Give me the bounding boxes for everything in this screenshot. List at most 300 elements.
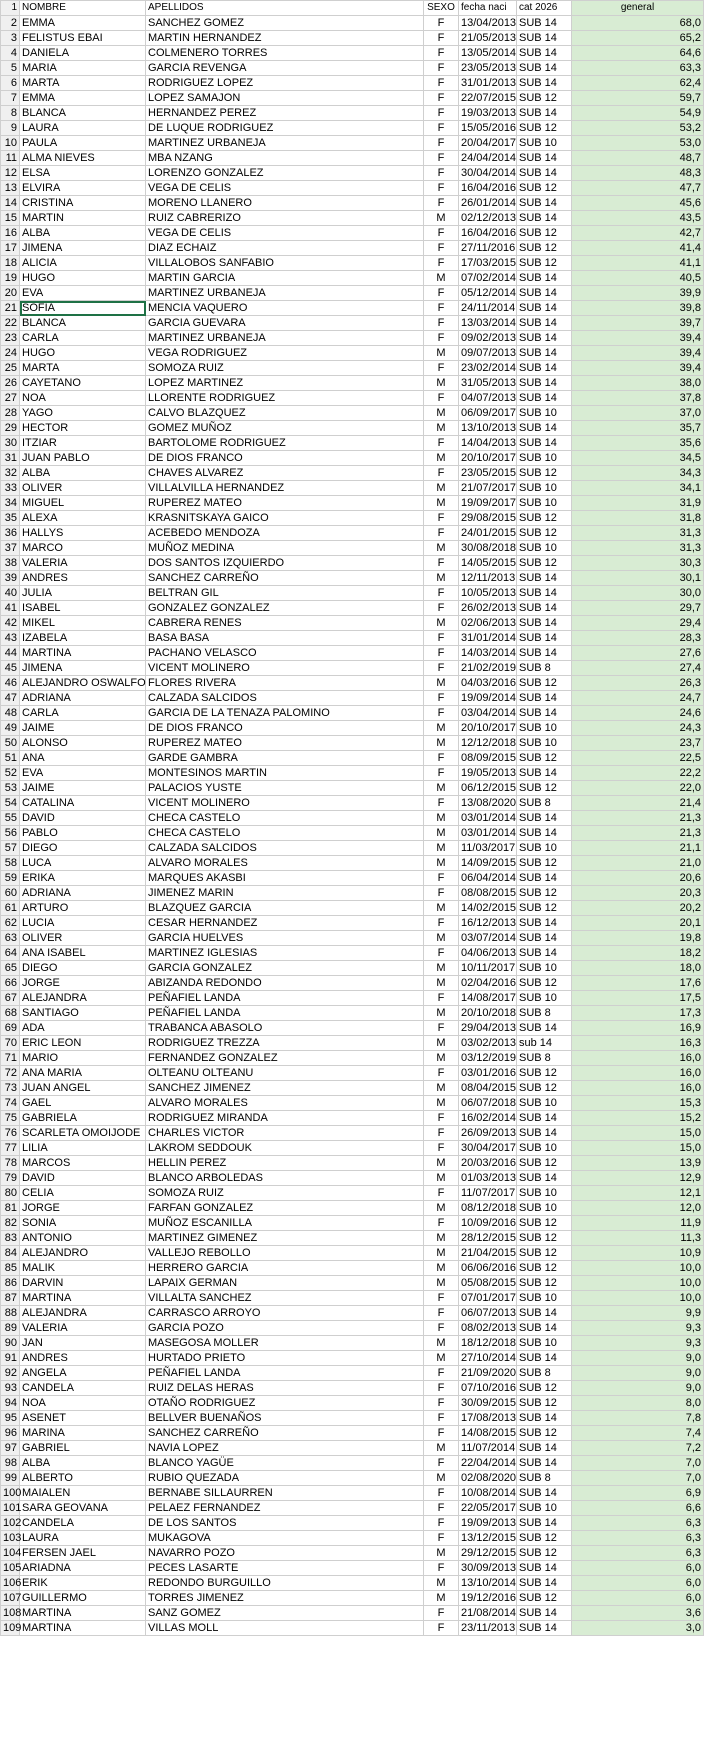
cell-apellidos[interactable]: GARCIA REVENGA xyxy=(146,61,424,76)
cell-fecha[interactable]: 17/08/2013 xyxy=(459,1411,517,1426)
cell-fecha[interactable]: 24/01/2015 xyxy=(459,526,517,541)
cell-general[interactable]: 9,0 xyxy=(572,1351,704,1366)
cell-fecha[interactable]: 06/06/2016 xyxy=(459,1261,517,1276)
cell-cat[interactable]: sub 14 xyxy=(517,1036,572,1051)
cell-sexo[interactable]: M xyxy=(424,451,459,466)
cell-apellidos[interactable]: GARCIA GONZALEZ xyxy=(146,961,424,976)
cell-cat[interactable]: SUB 12 xyxy=(517,781,572,796)
cell-fecha[interactable]: 07/10/2016 xyxy=(459,1381,517,1396)
cell-fecha[interactable]: 20/10/2017 xyxy=(459,451,517,466)
cell-general[interactable]: 42,7 xyxy=(572,226,704,241)
cell-fecha[interactable]: 19/12/2016 xyxy=(459,1591,517,1606)
cell-fecha[interactable]: 10/08/2014 xyxy=(459,1486,517,1501)
row-number[interactable]: 98 xyxy=(1,1456,20,1471)
cell-nombre[interactable]: MARTA xyxy=(20,76,146,91)
cell-cat[interactable]: SUB 12 xyxy=(517,676,572,691)
cell-nombre[interactable]: GABRIELA xyxy=(20,1111,146,1126)
cell-nombre[interactable]: MARTINA xyxy=(20,1621,146,1636)
cell-nombre[interactable]: ANA xyxy=(20,751,146,766)
cell-general[interactable]: 37,8 xyxy=(572,391,704,406)
cell-fecha[interactable]: 03/02/2013 xyxy=(459,1036,517,1051)
cell-nombre[interactable]: SANTIAGO xyxy=(20,1006,146,1021)
cell-general[interactable]: 41,4 xyxy=(572,241,704,256)
cell-nombre[interactable]: ANA MARIA xyxy=(20,1066,146,1081)
cell-nombre[interactable]: PAULA xyxy=(20,136,146,151)
cell-nombre[interactable]: ALEJANDRA xyxy=(20,1306,146,1321)
cell-nombre[interactable]: GAEL xyxy=(20,1096,146,1111)
cell-cat[interactable]: SUB 14 xyxy=(517,931,572,946)
cell-sexo[interactable]: M xyxy=(424,676,459,691)
cell-apellidos[interactable]: ACEBEDO MENDOZA xyxy=(146,526,424,541)
cell-sexo[interactable]: M xyxy=(424,376,459,391)
cell-nombre[interactable]: HECTOR xyxy=(20,421,146,436)
cell-apellidos[interactable]: GARCIA HUELVES xyxy=(146,931,424,946)
cell-apellidos[interactable]: BERNABE SILLAURREN xyxy=(146,1486,424,1501)
cell-general[interactable]: 18,0 xyxy=(572,961,704,976)
cell-nombre[interactable]: PABLO xyxy=(20,826,146,841)
cell-apellidos[interactable]: OTAÑO RODRIGUEZ xyxy=(146,1396,424,1411)
cell-fecha[interactable]: 14/04/2013 xyxy=(459,436,517,451)
row-number[interactable]: 19 xyxy=(1,271,20,286)
cell-general[interactable]: 21,3 xyxy=(572,826,704,841)
cell-cat[interactable]: SUB 14 xyxy=(517,1606,572,1621)
cell-nombre[interactable]: VALERIA xyxy=(20,1321,146,1336)
cell-sexo[interactable]: F xyxy=(424,316,459,331)
cell-sexo[interactable]: M xyxy=(424,1096,459,1111)
row-number[interactable]: 37 xyxy=(1,541,20,556)
cell-nombre[interactable]: JIMENA xyxy=(20,661,146,676)
cell-sexo[interactable]: F xyxy=(424,1456,459,1471)
cell-sexo[interactable]: F xyxy=(424,1321,459,1336)
cell-fecha[interactable]: 26/01/2014 xyxy=(459,196,517,211)
cell-sexo[interactable]: F xyxy=(424,16,459,31)
cell-nombre[interactable]: ALONSO xyxy=(20,736,146,751)
column-header-apellidos[interactable]: APELLIDOS xyxy=(146,1,424,16)
cell-general[interactable]: 20,1 xyxy=(572,916,704,931)
row-number[interactable]: 76 xyxy=(1,1126,20,1141)
cell-nombre[interactable]: HALLYS xyxy=(20,526,146,541)
cell-cat[interactable]: SUB 12 xyxy=(517,856,572,871)
cell-cat[interactable]: SUB 12 xyxy=(517,1246,572,1261)
cell-cat[interactable]: SUB 14 xyxy=(517,271,572,286)
row-number[interactable]: 87 xyxy=(1,1291,20,1306)
cell-nombre[interactable]: EMMA xyxy=(20,16,146,31)
cell-apellidos[interactable]: DE LOS SANTOS xyxy=(146,1516,424,1531)
cell-apellidos[interactable]: MENCIA VAQUERO xyxy=(146,301,424,316)
cell-nombre[interactable]: DAVID xyxy=(20,1171,146,1186)
cell-fecha[interactable]: 17/03/2015 xyxy=(459,256,517,271)
cell-nombre[interactable]: CARLA xyxy=(20,706,146,721)
cell-nombre[interactable]: ELSA xyxy=(20,166,146,181)
cell-general[interactable]: 21,1 xyxy=(572,841,704,856)
cell-apellidos[interactable]: GARCIA DE LA TENAZA PALOMINO xyxy=(146,706,424,721)
cell-apellidos[interactable]: GARDE GAMBRA xyxy=(146,751,424,766)
cell-cat[interactable]: SUB 14 xyxy=(517,646,572,661)
cell-fecha[interactable]: 26/02/2013 xyxy=(459,601,517,616)
row-number[interactable]: 46 xyxy=(1,676,20,691)
cell-sexo[interactable]: M xyxy=(424,1081,459,1096)
cell-cat[interactable]: SUB 10 xyxy=(517,481,572,496)
cell-fecha[interactable]: 09/07/2013 xyxy=(459,346,517,361)
cell-apellidos[interactable]: JIMENEZ MARIN xyxy=(146,886,424,901)
cell-nombre[interactable]: MARTINA xyxy=(20,1606,146,1621)
cell-cat[interactable]: SUB 14 xyxy=(517,1126,572,1141)
cell-nombre[interactable]: OLIVER xyxy=(20,931,146,946)
cell-fecha[interactable]: 16/02/2014 xyxy=(459,1111,517,1126)
cell-nombre[interactable]: ALEXA xyxy=(20,511,146,526)
row-number[interactable]: 28 xyxy=(1,406,20,421)
cell-sexo[interactable]: M xyxy=(424,346,459,361)
cell-fecha[interactable]: 06/07/2013 xyxy=(459,1306,517,1321)
cell-fecha[interactable]: 29/12/2015 xyxy=(459,1546,517,1561)
cell-nombre[interactable]: GUILLERMO xyxy=(20,1591,146,1606)
cell-general[interactable]: 39,8 xyxy=(572,301,704,316)
cell-apellidos[interactable]: DIAZ ECHAIZ xyxy=(146,241,424,256)
cell-sexo[interactable]: F xyxy=(424,1426,459,1441)
cell-apellidos[interactable]: SOMOZA RUIZ xyxy=(146,1186,424,1201)
cell-cat[interactable]: SUB 8 xyxy=(517,1471,572,1486)
cell-fecha[interactable]: 05/12/2014 xyxy=(459,286,517,301)
row-number[interactable]: 26 xyxy=(1,376,20,391)
cell-apellidos[interactable]: SANCHEZ CARREÑO xyxy=(146,1426,424,1441)
cell-fecha[interactable]: 12/11/2013 xyxy=(459,571,517,586)
row-number[interactable]: 8 xyxy=(1,106,20,121)
cell-sexo[interactable]: F xyxy=(424,601,459,616)
cell-general[interactable]: 47,7 xyxy=(572,181,704,196)
cell-cat[interactable]: SUB 14 xyxy=(517,1111,572,1126)
row-number[interactable]: 56 xyxy=(1,826,20,841)
cell-general[interactable]: 62,4 xyxy=(572,76,704,91)
row-number[interactable]: 70 xyxy=(1,1036,20,1051)
row-number[interactable]: 94 xyxy=(1,1396,20,1411)
cell-general[interactable]: 17,6 xyxy=(572,976,704,991)
cell-cat[interactable]: SUB 10 xyxy=(517,1141,572,1156)
cell-apellidos[interactable]: CARRASCO ARROYO xyxy=(146,1306,424,1321)
cell-cat[interactable]: SUB 10 xyxy=(517,1201,572,1216)
cell-fecha[interactable]: 22/04/2014 xyxy=(459,1456,517,1471)
cell-cat[interactable]: SUB 10 xyxy=(517,1186,572,1201)
cell-cat[interactable]: SUB 14 xyxy=(517,811,572,826)
row-number[interactable]: 20 xyxy=(1,286,20,301)
cell-cat[interactable]: SUB 14 xyxy=(517,826,572,841)
cell-apellidos[interactable]: MBA NZANG xyxy=(146,151,424,166)
cell-general[interactable]: 48,3 xyxy=(572,166,704,181)
row-number[interactable]: 102 xyxy=(1,1516,20,1531)
cell-fecha[interactable]: 14/05/2015 xyxy=(459,556,517,571)
row-number[interactable]: 60 xyxy=(1,886,20,901)
row-number[interactable]: 4 xyxy=(1,46,20,61)
cell-fecha[interactable]: 28/12/2015 xyxy=(459,1231,517,1246)
cell-cat[interactable]: SUB 12 xyxy=(517,241,572,256)
cell-fecha[interactable]: 10/05/2013 xyxy=(459,586,517,601)
cell-nombre[interactable]: MAIALEN xyxy=(20,1486,146,1501)
cell-sexo[interactable]: M xyxy=(424,1201,459,1216)
cell-nombre[interactable]: CRISTINA xyxy=(20,196,146,211)
cell-general[interactable]: 13,9 xyxy=(572,1156,704,1171)
cell-nombre[interactable]: ALBERTO xyxy=(20,1471,146,1486)
cell-apellidos[interactable]: RODRIGUEZ LOPEZ xyxy=(146,76,424,91)
cell-sexo[interactable]: F xyxy=(424,1141,459,1156)
cell-sexo[interactable]: F xyxy=(424,766,459,781)
cell-fecha[interactable]: 02/08/2020 xyxy=(459,1471,517,1486)
cell-cat[interactable]: SUB 8 xyxy=(517,661,572,676)
cell-apellidos[interactable]: RUIZ DELAS HERAS xyxy=(146,1381,424,1396)
cell-fecha[interactable]: 21/04/2015 xyxy=(459,1246,517,1261)
cell-sexo[interactable]: F xyxy=(424,796,459,811)
row-number[interactable]: 69 xyxy=(1,1021,20,1036)
cell-apellidos[interactable]: RUBIO QUEZADA xyxy=(146,1471,424,1486)
cell-general[interactable]: 24,7 xyxy=(572,691,704,706)
cell-sexo[interactable]: M xyxy=(424,421,459,436)
row-number[interactable]: 42 xyxy=(1,616,20,631)
cell-apellidos[interactable]: HERNANDEZ PEREZ xyxy=(146,106,424,121)
cell-cat[interactable]: SUB 14 xyxy=(517,1561,572,1576)
cell-fecha[interactable]: 09/02/2013 xyxy=(459,331,517,346)
cell-apellidos[interactable]: MASEGOSA MOLLER xyxy=(146,1336,424,1351)
cell-apellidos[interactable]: CHECA CASTELO xyxy=(146,826,424,841)
cell-nombre[interactable]: NOA xyxy=(20,391,146,406)
cell-general[interactable]: 64,6 xyxy=(572,46,704,61)
cell-cat[interactable]: SUB 14 xyxy=(517,286,572,301)
cell-cat[interactable]: SUB 12 xyxy=(517,91,572,106)
cell-sexo[interactable]: M xyxy=(424,976,459,991)
row-number[interactable]: 3 xyxy=(1,31,20,46)
row-number[interactable]: 64 xyxy=(1,946,20,961)
cell-sexo[interactable]: F xyxy=(424,466,459,481)
cell-general[interactable]: 65,2 xyxy=(572,31,704,46)
row-number[interactable]: 35 xyxy=(1,511,20,526)
cell-cat[interactable]: SUB 14 xyxy=(517,1321,572,1336)
cell-fecha[interactable]: 04/07/2013 xyxy=(459,391,517,406)
cell-general[interactable]: 23,7 xyxy=(572,736,704,751)
cell-general[interactable]: 7,2 xyxy=(572,1441,704,1456)
cell-fecha[interactable]: 20/04/2017 xyxy=(459,136,517,151)
row-number[interactable]: 73 xyxy=(1,1081,20,1096)
cell-cat[interactable]: SUB 12 xyxy=(517,886,572,901)
cell-apellidos[interactable]: KRASNITSKAYA GAICO xyxy=(146,511,424,526)
cell-general[interactable]: 12,9 xyxy=(572,1171,704,1186)
row-number[interactable]: 41 xyxy=(1,601,20,616)
cell-cat[interactable]: SUB 12 xyxy=(517,526,572,541)
row-number[interactable]: 7 xyxy=(1,91,20,106)
row-number[interactable]: 27 xyxy=(1,391,20,406)
cell-apellidos[interactable]: RUPEREZ MATEO xyxy=(146,496,424,511)
cell-fecha[interactable]: 21/02/2019 xyxy=(459,661,517,676)
cell-cat[interactable]: SUB 14 xyxy=(517,31,572,46)
row-number[interactable]: 78 xyxy=(1,1156,20,1171)
row-number[interactable]: 40 xyxy=(1,586,20,601)
cell-sexo[interactable]: M xyxy=(424,1546,459,1561)
cell-sexo[interactable]: M xyxy=(424,1591,459,1606)
cell-general[interactable]: 15,2 xyxy=(572,1111,704,1126)
row-number[interactable]: 23 xyxy=(1,331,20,346)
cell-fecha[interactable]: 14/02/2015 xyxy=(459,901,517,916)
cell-nombre[interactable]: MARTIN xyxy=(20,211,146,226)
cell-fecha[interactable]: 04/06/2013 xyxy=(459,946,517,961)
cell-cat[interactable]: SUB 8 xyxy=(517,1051,572,1066)
cell-nombre[interactable]: ALICIA xyxy=(20,256,146,271)
cell-apellidos[interactable]: RODRIGUEZ MIRANDA xyxy=(146,1111,424,1126)
cell-fecha[interactable]: 30/04/2014 xyxy=(459,166,517,181)
cell-fecha[interactable]: 13/05/2014 xyxy=(459,46,517,61)
cell-general[interactable]: 48,7 xyxy=(572,151,704,166)
cell-cat[interactable]: SUB 12 xyxy=(517,466,572,481)
cell-general[interactable]: 3,6 xyxy=(572,1606,704,1621)
cell-sexo[interactable]: F xyxy=(424,1186,459,1201)
cell-fecha[interactable]: 18/12/2018 xyxy=(459,1336,517,1351)
cell-general[interactable]: 7,8 xyxy=(572,1411,704,1426)
cell-cat[interactable]: SUB 14 xyxy=(517,1576,572,1591)
cell-general[interactable]: 24,6 xyxy=(572,706,704,721)
cell-general[interactable]: 6,9 xyxy=(572,1486,704,1501)
cell-nombre[interactable]: LAURA xyxy=(20,1531,146,1546)
cell-sexo[interactable]: M xyxy=(424,1006,459,1021)
row-number[interactable]: 14 xyxy=(1,196,20,211)
cell-sexo[interactable]: F xyxy=(424,1606,459,1621)
cell-fecha[interactable]: 14/03/2014 xyxy=(459,646,517,661)
cell-apellidos[interactable]: TRABANCA ABASOLO xyxy=(146,1021,424,1036)
cell-nombre[interactable]: MALIK xyxy=(20,1261,146,1276)
row-number[interactable]: 106 xyxy=(1,1576,20,1591)
cell-sexo[interactable]: M xyxy=(424,211,459,226)
cell-general[interactable]: 10,0 xyxy=(572,1276,704,1291)
cell-sexo[interactable]: M xyxy=(424,811,459,826)
cell-apellidos[interactable]: GARCIA GUEVARA xyxy=(146,316,424,331)
cell-general[interactable]: 11,9 xyxy=(572,1216,704,1231)
cell-nombre[interactable]: ALBA xyxy=(20,226,146,241)
cell-apellidos[interactable]: MARTINEZ URBANEJA xyxy=(146,286,424,301)
cell-sexo[interactable]: F xyxy=(424,181,459,196)
cell-cat[interactable]: SUB 10 xyxy=(517,1501,572,1516)
cell-general[interactable]: 12,0 xyxy=(572,1201,704,1216)
cell-general[interactable]: 17,3 xyxy=(572,1006,704,1021)
cell-fecha[interactable]: 23/05/2015 xyxy=(459,466,517,481)
cell-general[interactable]: 18,2 xyxy=(572,946,704,961)
cell-cat[interactable]: SUB 14 xyxy=(517,421,572,436)
cell-fecha[interactable]: 29/04/2013 xyxy=(459,1021,517,1036)
cell-nombre[interactable]: JAN xyxy=(20,1336,146,1351)
cell-cat[interactable]: SUB 14 xyxy=(517,1621,572,1636)
cell-sexo[interactable]: M xyxy=(424,961,459,976)
cell-cat[interactable]: SUB 14 xyxy=(517,46,572,61)
row-number[interactable]: 74 xyxy=(1,1096,20,1111)
cell-sexo[interactable]: F xyxy=(424,361,459,376)
cell-sexo[interactable]: F xyxy=(424,91,459,106)
cell-fecha[interactable]: 16/12/2013 xyxy=(459,916,517,931)
cell-cat[interactable]: SUB 12 xyxy=(517,901,572,916)
cell-apellidos[interactable]: NAVIA LOPEZ xyxy=(146,1441,424,1456)
cell-nombre[interactable]: DAVID xyxy=(20,811,146,826)
row-number[interactable]: 85 xyxy=(1,1261,20,1276)
cell-general[interactable]: 12,1 xyxy=(572,1186,704,1201)
cell-nombre[interactable]: CANDELA xyxy=(20,1516,146,1531)
cell-cat[interactable]: SUB 12 xyxy=(517,256,572,271)
cell-cat[interactable]: SUB 12 xyxy=(517,1591,572,1606)
cell-cat[interactable]: SUB 10 xyxy=(517,1096,572,1111)
cell-apellidos[interactable]: BASA BASA xyxy=(146,631,424,646)
cell-nombre[interactable]: JULIA xyxy=(20,586,146,601)
cell-nombre[interactable]: CANDELA xyxy=(20,1381,146,1396)
cell-nombre[interactable]: ARIADNA xyxy=(20,1561,146,1576)
cell-general[interactable]: 21,4 xyxy=(572,796,704,811)
cell-nombre[interactable]: FERSEN JAEL xyxy=(20,1546,146,1561)
row-number[interactable]: 62 xyxy=(1,916,20,931)
cell-fecha[interactable]: 10/11/2017 xyxy=(459,961,517,976)
cell-general[interactable]: 31,9 xyxy=(572,496,704,511)
cell-cat[interactable]: SUB 12 xyxy=(517,181,572,196)
cell-apellidos[interactable]: NAVARRO POZO xyxy=(146,1546,424,1561)
cell-sexo[interactable]: F xyxy=(424,391,459,406)
row-number[interactable]: 29 xyxy=(1,421,20,436)
cell-general[interactable]: 29,7 xyxy=(572,601,704,616)
cell-sexo[interactable]: F xyxy=(424,331,459,346)
cell-fecha[interactable]: 22/07/2015 xyxy=(459,91,517,106)
cell-apellidos[interactable]: ALVARO MORALES xyxy=(146,1096,424,1111)
cell-fecha[interactable]: 30/09/2013 xyxy=(459,1561,517,1576)
cell-sexo[interactable]: F xyxy=(424,1066,459,1081)
cell-nombre[interactable]: DIEGO xyxy=(20,961,146,976)
cell-sexo[interactable]: F xyxy=(424,916,459,931)
row-number[interactable]: 45 xyxy=(1,661,20,676)
cell-nombre[interactable]: FELISTUS EBAI xyxy=(20,31,146,46)
cell-sexo[interactable]: F xyxy=(424,1486,459,1501)
cell-sexo[interactable]: F xyxy=(424,1111,459,1126)
cell-cat[interactable]: SUB 14 xyxy=(517,316,572,331)
cell-fecha[interactable]: 07/01/2017 xyxy=(459,1291,517,1306)
cell-fecha[interactable]: 21/08/2014 xyxy=(459,1606,517,1621)
cell-general[interactable]: 34,3 xyxy=(572,466,704,481)
cell-cat[interactable]: SUB 14 xyxy=(517,331,572,346)
cell-nombre[interactable]: JORGE xyxy=(20,976,146,991)
cell-apellidos[interactable]: MUÑOZ ESCANILLA xyxy=(146,1216,424,1231)
cell-fecha[interactable]: 03/07/2014 xyxy=(459,931,517,946)
cell-cat[interactable]: SUB 14 xyxy=(517,871,572,886)
cell-cat[interactable]: SUB 12 xyxy=(517,1276,572,1291)
cell-general[interactable]: 6,3 xyxy=(572,1546,704,1561)
cell-nombre[interactable]: ADRIANA xyxy=(20,886,146,901)
cell-cat[interactable]: SUB 10 xyxy=(517,721,572,736)
cell-sexo[interactable]: M xyxy=(424,1576,459,1591)
cell-cat[interactable]: SUB 12 xyxy=(517,556,572,571)
cell-apellidos[interactable]: MARTIN GARCIA xyxy=(146,271,424,286)
cell-nombre[interactable]: MARTINA xyxy=(20,646,146,661)
cell-general[interactable]: 16,9 xyxy=(572,1021,704,1036)
cell-fecha[interactable]: 23/02/2014 xyxy=(459,361,517,376)
cell-sexo[interactable]: F xyxy=(424,751,459,766)
cell-cat[interactable]: SUB 12 xyxy=(517,1426,572,1441)
cell-apellidos[interactable]: HELLIN PEREZ xyxy=(146,1156,424,1171)
cell-fecha[interactable]: 21/09/2020 xyxy=(459,1366,517,1381)
cell-general[interactable]: 40,5 xyxy=(572,271,704,286)
cell-apellidos[interactable]: PEÑAFIEL LANDA xyxy=(146,1006,424,1021)
cell-sexo[interactable]: F xyxy=(424,1306,459,1321)
cell-nombre[interactable]: MARTINA xyxy=(20,1291,146,1306)
cell-general[interactable]: 19,8 xyxy=(572,931,704,946)
cell-apellidos[interactable]: MUKAGOVA xyxy=(146,1531,424,1546)
cell-apellidos[interactable]: LLORENTE RODRIGUEZ xyxy=(146,391,424,406)
cell-cat[interactable]: SUB 14 xyxy=(517,196,572,211)
cell-sexo[interactable]: F xyxy=(424,526,459,541)
cell-sexo[interactable]: F xyxy=(424,1291,459,1306)
cell-nombre[interactable]: SCARLETA OMOIJODE xyxy=(20,1126,146,1141)
cell-nombre[interactable]: CELIA xyxy=(20,1186,146,1201)
cell-cat[interactable]: SUB 12 xyxy=(517,1066,572,1081)
cell-cat[interactable]: SUB 10 xyxy=(517,841,572,856)
row-number[interactable]: 25 xyxy=(1,361,20,376)
cell-sexo[interactable]: F xyxy=(424,1216,459,1231)
row-number[interactable]: 33 xyxy=(1,481,20,496)
row-number[interactable]: 92 xyxy=(1,1366,20,1381)
